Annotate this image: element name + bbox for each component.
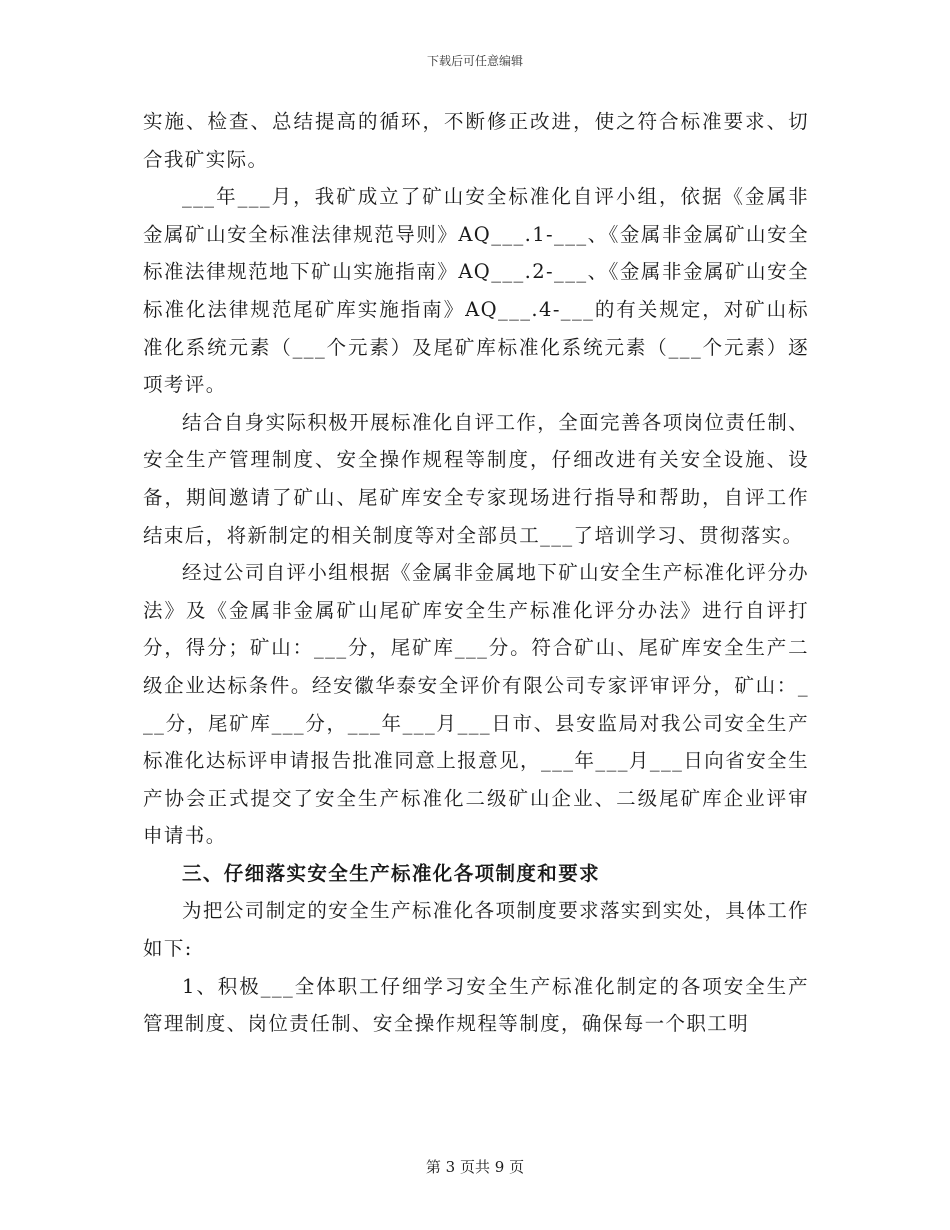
paragraph-item-1: 1、积极___全体职工仔细学习安全生产标准化制定的各项安全生产管理制度、岗位责任制、安全操作规程等制度，确保每一个职工明 [143,974,809,1036]
section-heading: 三、仔细落实安全生产标准化各项制度和要求 [182,861,601,885]
page-header: 下载后可任意编辑 [426,54,523,68]
paragraph-self-assessment-group: ___年___月，我矿成立了矿山安全标准化自评小组，依据《金属非金属矿山安全标准法律规范导则》AQ___.1-___、《金属非金属矿山安全标准法律规范地下矿山实施指南》AQ___.2-___、《金属非金属矿山安全标准化法律规范尾矿库实施指南》AQ___.4-___的有关规定，对矿山标准化系统元素（___个元素）及尾矿库标准化系统元素（___个元素）逐项考评。 [143,185,809,397]
paragraph-intro: 为把公司制定的安全生产标准化各项制度要求落实到实处，具体工作如下: [143,899,810,961]
document-body [143,103,809,1043]
page-number: 第 3 页共 9 页 [425,1158,525,1176]
paragraph-self-assessment-work: 结合自身实际积极开展标准化自评工作，全面完善各项岗位责任制、安全生产管理制度、安全操作规程等制度，仔细改进有关安全设施、设备，期间邀请了矿山、尾矿库安全专家现场进行指导和帮助，自评工作结束后，将新制定的相关制度等对全部员工___了培训学习、贯彻落实。 [143,410,810,547]
paragraph-continuation: 实施、检查、总结提高的循环，不断修正改进，使之符合标准要求、切合我矿实际。 [143,110,809,171]
paragraph-scoring: 经过公司自评小组根据《金属非金属地下矿山安全生产标准化评分办法》及《金属非金属矿山尾矿库安全生产标准化评分办法》进行自评打分，得分；矿山：___分，尾矿库___分。符合矿山、尾矿库安全生产二级企业达标条件。经安徽华泰安全评价有限公司专家评审评分，矿山：___分，尾矿库___分，___年___月___日市、县安监局对我公司安全生产标准化达标评申请报告批准同意上报意见，___年___月___日向省安全生产协会正式提交了安全生产标准化二级矿山企业、二级尾矿库企业评审申请书。 [143,561,810,848]
